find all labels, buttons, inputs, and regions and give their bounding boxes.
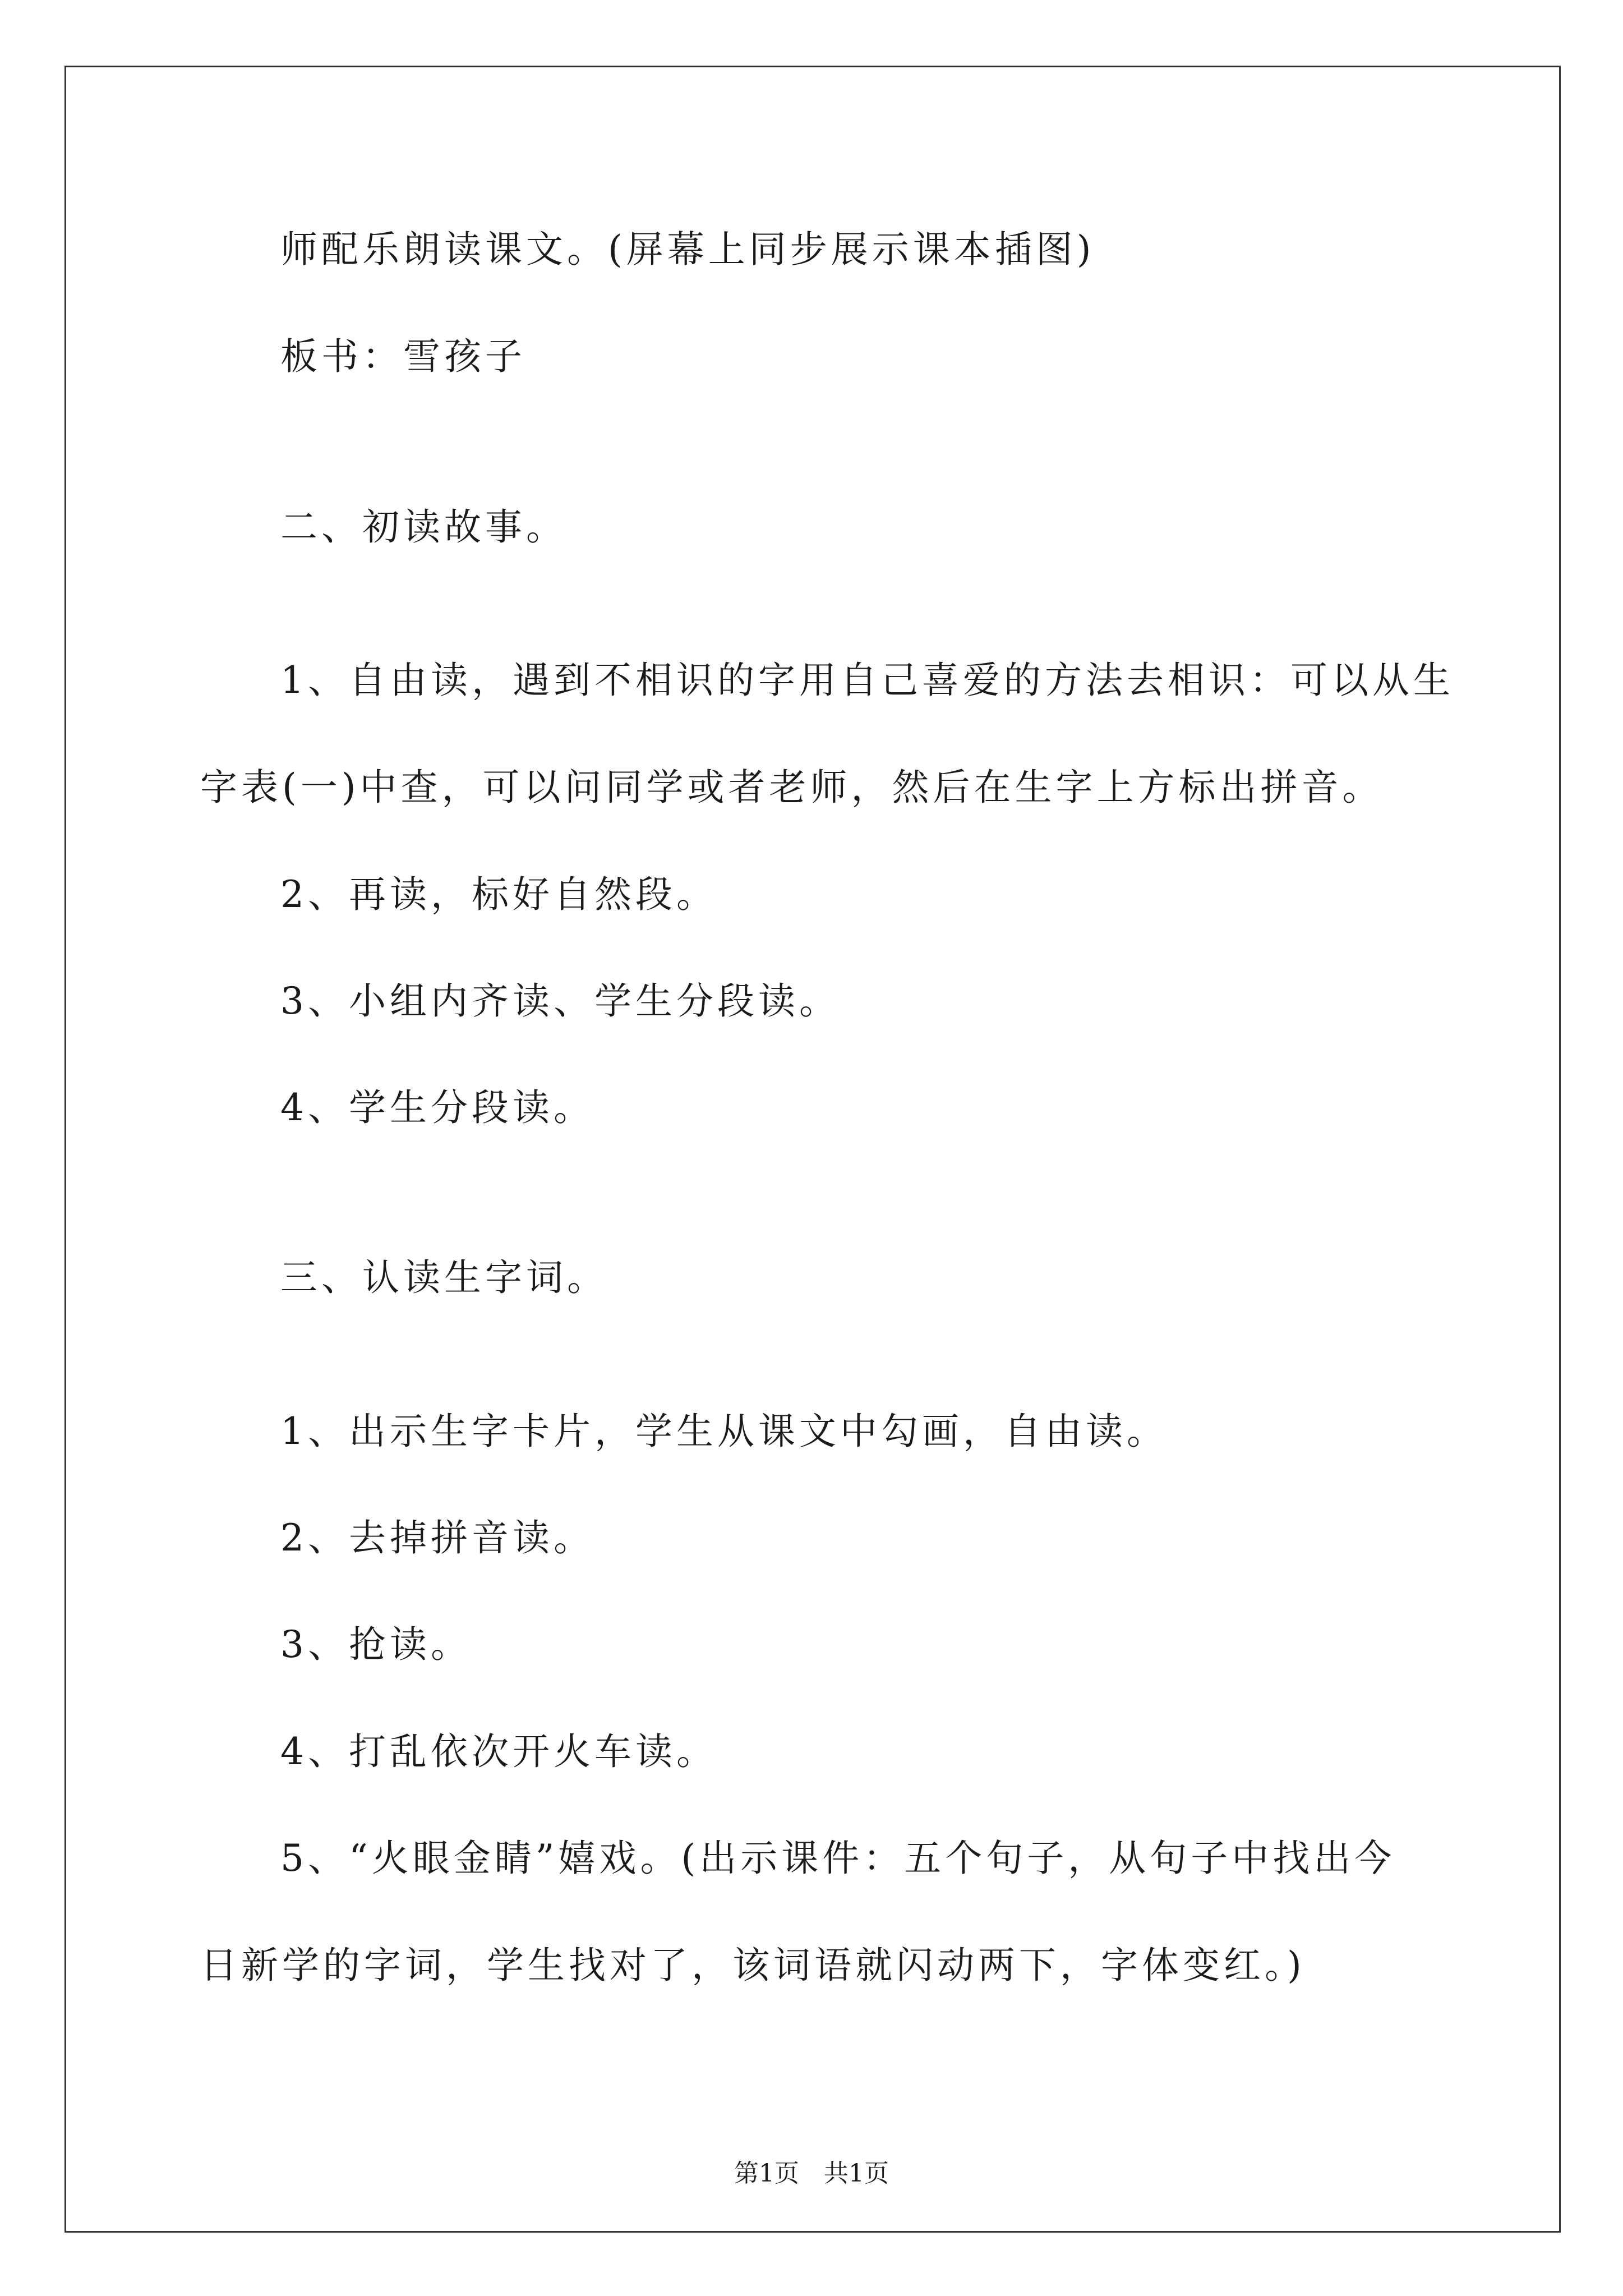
paragraph-line: 日新学的字词，学生找对了，该词语就闪动两下，字体变红。) (200, 1944, 1306, 1987)
paragraph-line: 4、学生分段读。 (280, 1086, 594, 1129)
section-heading: 三、认读生字词。 (280, 1256, 608, 1299)
paragraph-line: 3、抢读。 (280, 1623, 472, 1666)
paragraph-line: 1、自由读，遇到不相识的字用自己喜爱的方法去相识：可以从生 (280, 659, 1454, 702)
paragraph-line: 5、“火眼金睛”嬉戏。(出示课件：五个句子，从句子中找出今 (280, 1837, 1396, 1880)
paragraph-line: 板书：雪孩子 (280, 335, 526, 378)
section-heading: 二、初读故事。 (280, 505, 567, 549)
page-border (64, 66, 1561, 2233)
paragraph-line: 师配乐朗读课文。(屏幕上同步展示课本插图) (280, 228, 1095, 271)
paragraph-line: 2、再读，标好自然段。 (280, 873, 717, 916)
paragraph-line: 1、出示生字卡片，学生从课文中勾画，自由读。 (280, 1410, 1168, 1453)
page-footer: 第1页 共1页 (734, 2159, 889, 2188)
paragraph-line: 4、打乱依次开火车读。 (280, 1730, 717, 1773)
paragraph-line: 字表(一)中查，可以问同学或者老师，然后在生字上方标出拼音。 (200, 766, 1384, 809)
paragraph-line: 3、小组内齐读、学生分段读。 (280, 979, 840, 1023)
paragraph-line: 2、去掉拼音读。 (280, 1516, 594, 1559)
